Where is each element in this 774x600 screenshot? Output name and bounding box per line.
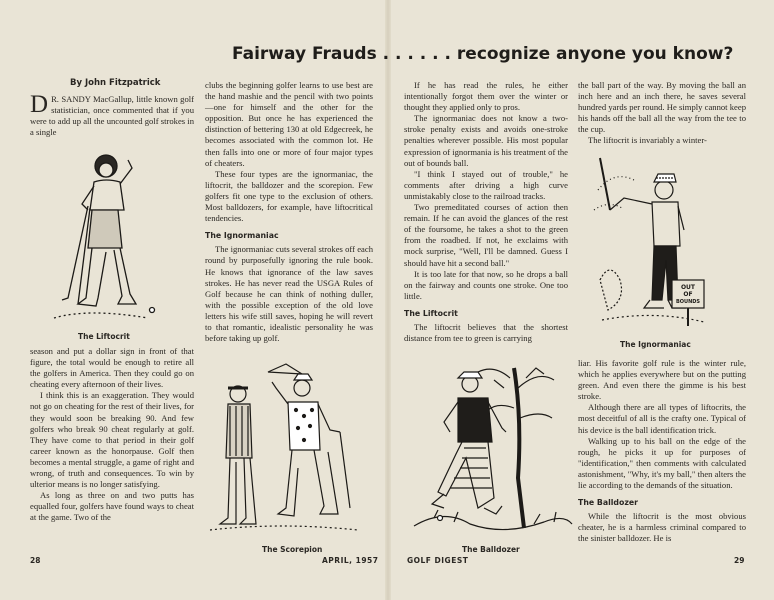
magazine-name: GOLF DIGEST [407, 556, 469, 565]
paragraph: Walking up to his ball on the edge of the rough, he picks it up for purposes of "identification," then comments with calculated astonishment, "Why, it's my ball," then alters the lie according to the demands of the situation. [578, 435, 746, 491]
paragraph: The liftocrit believes that the shortest distance from tee to green is carrying [404, 321, 568, 344]
sign-text-bounds: BOUNDS [675, 299, 701, 305]
paragraph: As long as three on and two putts has equalled four, golfers have found ways to cheat at the game. Two of the [30, 490, 194, 523]
caption-balldozer: The Balldozer [462, 545, 520, 554]
caption-liftocrit: The Liftocrit [78, 332, 130, 341]
paragraph: These four types are the ignormaniac, the liftocrit, the balldozer and the scorepion. Few golfers fit one type to the exclusion of others. Most balldozers, for example, have liftocritical tendencies. [205, 168, 373, 224]
page-number-right: 29 [734, 556, 745, 565]
section-heading: The Balldozer [578, 498, 639, 508]
column-1-top [30, 91, 194, 138]
article-headline: Fairway Frauds . . . . . . recognize anyone you know? [232, 44, 734, 64]
issue-date: APRIL, 1957 [322, 556, 379, 565]
paragraph: Two premeditated courses of action then remain. If he can avoid the glances of the rest of the foursome, he takes a shot to the green from the roadbed. If not, he exclaims with mock surprise, "Well, I'll be damned. Guess I should have hit a second ball." [404, 202, 568, 268]
paragraph: While the liftocrit is the most obvious cheater, he is a harmless criminal compared to the sinister balldozer. He is [578, 511, 746, 544]
paragraph: season and put a dollar sign in front of that figure, the total would be enough to retire all the golfers in America. Then they could go on cheating every afternoon of their lives. [30, 346, 194, 390]
paragraph: Although there are all types of liftocrits, the most deceitful of all is the crafty one. Typical of his device is the ball identification trick. [578, 402, 746, 435]
paragraph: D R. SANDY MacGallup, little known golf statistician, once commented that if you were to add up all the uncounted golf strokes in a single [30, 91, 194, 138]
column-4-top [578, 80, 746, 147]
page-number-left: 28 [30, 556, 41, 565]
balldozer-illustration [414, 358, 574, 538]
drop-cap: D [30, 91, 49, 118]
section-heading: The Ignormaniac [205, 231, 279, 241]
column-1-bottom [30, 346, 194, 524]
ignormaniac-illustration [594, 150, 714, 335]
paragraph: the ball part of the way. By moving the ball an inch here and an inch there, he saves several hundred yards per round. He simply cannot keep his hands off the ball all the way from the tee to the cup. [578, 80, 746, 135]
paragraph: The ignormaniac does not know a two-stroke penalty exists and avoids one-stroke penalties wherever possible. His most popular expression of ignormania is his treatment of the out of bounds ball. [404, 113, 568, 168]
paragraph: "I think I stayed out of trouble," he comments after driving a high curve unmistakably close to the railroad tracks. [404, 168, 568, 201]
page-gutter [385, 0, 391, 600]
scorepion-illustration [210, 358, 360, 538]
byline: By John Fitzpatrick [70, 78, 161, 88]
paragraph: clubs the beginning golfer learns to use best are the hand mashie and the pencil with two points—one for himself and the other for the opposition. But once he has experienced the distinction of bettering 130 at old Edgecreek, he becomes associated with the common lot. He then falls into one or more of four major types of cheaters. [205, 80, 373, 168]
column-4-bottom [578, 358, 746, 545]
sign-text-of: OF [683, 291, 693, 298]
caption-scorepion: The Scorepion [262, 545, 323, 554]
paragraph: liar. His favorite golf rule is the winter rule, which he applies everywhere but on the putting green. And even there the gimme is his best stroke. [578, 358, 746, 402]
paragraph: The liftocrit is invariably a winter- [588, 135, 707, 146]
column-3 [404, 80, 568, 344]
paragraph: The ignormaniac cuts several strokes off each round by purposefully ignoring the rule book. He knows that ignorance of the law saves strokes. He has never read the USGA Rules of Golf because he can think of nothing duller, with the possible exception of the old love letters his wife still saves, hoping he will revert to that romantic, idealistic personality he was before taking up golf. [205, 244, 373, 344]
sign-text-out: OUT [680, 284, 696, 291]
liftocrit-illustration [48, 148, 168, 326]
column-2 [205, 80, 373, 344]
paragraph: If he has read the rules, he either intentionally forgot them over the winter or thought they applied only to pros. [404, 80, 568, 113]
paragraph: It is too late for that now, so he drops a ball on the fairway and counts one stroke. One too little. [404, 268, 568, 301]
section-heading: The Liftocrit [404, 308, 458, 318]
caption-ignormaniac: The Ignormaniac [620, 340, 691, 349]
paragraph: I think this is an exaggeration. They would not go on cheating for the rest of their lives, for they would soon be breaking 90. And few golfers who break 90 cheat regularly at golf. They have come to that period in their golf career known as the honorpause. Golf then becomes a mental struggle, a game of right and wrong, of truth and consequences. To win by ulterior means is no longer satisfying. [30, 390, 194, 490]
